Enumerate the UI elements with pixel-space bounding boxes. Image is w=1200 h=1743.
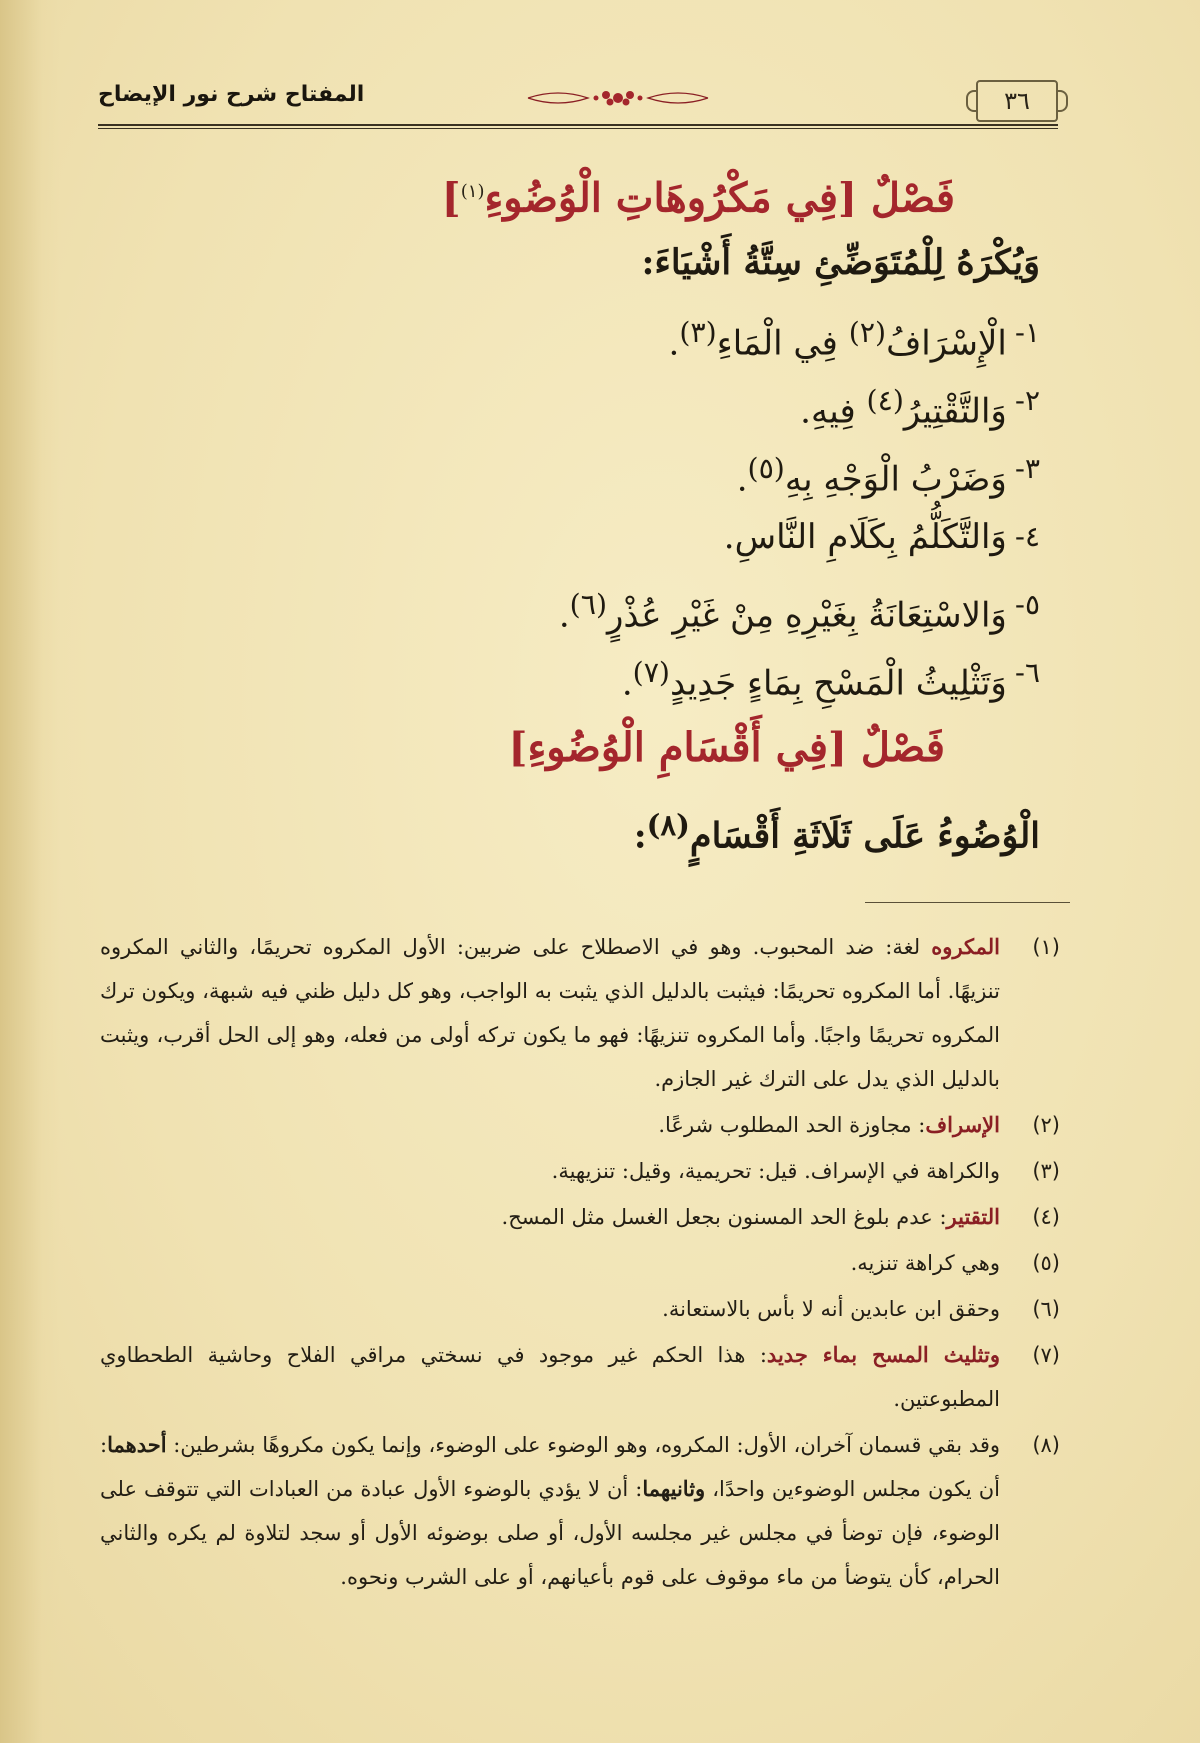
list-item bbox=[180, 504, 1040, 572]
footnote-ref: (٢) bbox=[848, 316, 887, 349]
item-end: . bbox=[736, 459, 748, 500]
item-number: ١- bbox=[1014, 316, 1040, 349]
item-end: . bbox=[800, 391, 811, 432]
footnote-number: (٦) bbox=[1032, 1297, 1060, 1321]
footnote-strong: أحدهما bbox=[107, 1432, 167, 1457]
list-item bbox=[180, 640, 1040, 708]
footnote-strong: وثانيهما bbox=[642, 1476, 706, 1501]
footnote bbox=[100, 1195, 1060, 1239]
item-number: ٤- bbox=[1014, 520, 1040, 553]
item-text: الْإِسْرَافُ bbox=[886, 323, 1007, 364]
header-rule bbox=[98, 124, 1058, 126]
footnote-text: : عدم بلوغ الحد المسنون بجعل الغسل مثل المسح. bbox=[501, 1205, 947, 1229]
item-end: . bbox=[621, 663, 633, 704]
intro-text: الْوُضُوءُ عَلَى ثَلَاثَةِ أَقْسَامٍ bbox=[689, 815, 1040, 857]
item-number: ٢- bbox=[1014, 384, 1040, 417]
intro-end: : bbox=[633, 815, 647, 857]
footnote-text: وهي كراهة تنزيه. bbox=[850, 1251, 1000, 1275]
footnote-text: والكراهة في الإسراف. قيل: تحريمية، وقيل: تنزيهية. bbox=[551, 1159, 1000, 1183]
item-text: وَالتَّكَلُّمُ بِكَلَامِ النَّاسِ bbox=[734, 517, 1007, 557]
footnote-number: (٣) bbox=[1032, 1159, 1060, 1183]
item-text: وَالتَّقْتِيرُ bbox=[903, 391, 1007, 432]
footnote-number: (٢) bbox=[1032, 1113, 1060, 1137]
item-text: وَضَرْبُ الْوَجْهِ بِهِ bbox=[784, 459, 1007, 500]
item-number: ٥- bbox=[1014, 588, 1040, 621]
list-item bbox=[180, 368, 1040, 436]
section-intro bbox=[180, 792, 1040, 862]
footnote-ref: (٣) bbox=[679, 316, 717, 349]
footnote-ref: (٧) bbox=[632, 656, 670, 689]
list-item bbox=[180, 436, 1040, 504]
footnote-number: (٧) bbox=[1032, 1343, 1060, 1367]
item-end: . bbox=[668, 323, 680, 364]
item-end: . bbox=[723, 517, 735, 557]
section-intro: وَيُكْرَهُ لِلْمُتَوَضِّئِ سِتَّةُ أَشْيَاءَ: bbox=[641, 242, 1040, 283]
footnote-text: : أن يكون مجلس الوضوءين واحدًا، bbox=[100, 1433, 1001, 1501]
item-text: وَالاسْتِعَانَةُ بِغَيْرِهِ مِنْ غَيْرِ عُذْرٍ bbox=[607, 595, 1007, 636]
item-text-cont: فِيهِ bbox=[810, 391, 867, 432]
running-title: المفتاح شرح نور الإيضاح bbox=[98, 82, 365, 107]
footnote-ref: (٥) bbox=[747, 452, 785, 485]
footnotes bbox=[100, 925, 1060, 1601]
item-number: ٦- bbox=[1014, 656, 1040, 689]
footnote-number: (١) bbox=[1032, 935, 1060, 959]
footnote bbox=[100, 1241, 1060, 1285]
footnote-number: (٥) bbox=[1032, 1251, 1060, 1275]
heading-prefix: فَصْلٌ bbox=[860, 724, 945, 771]
footnote-number: (٨) bbox=[1032, 1433, 1060, 1457]
page-spine-shadow bbox=[0, 0, 60, 1743]
header-rule-thin bbox=[98, 128, 1058, 129]
section-heading-makruhat bbox=[180, 160, 955, 230]
footnote-divider bbox=[865, 902, 1070, 903]
list-item bbox=[180, 572, 1040, 640]
main-text bbox=[180, 160, 1040, 862]
page-number: ٣٦ bbox=[976, 80, 1058, 122]
footnote-term: الإسراف bbox=[925, 1112, 1000, 1137]
floral-ornament-icon bbox=[518, 86, 718, 110]
section-heading-aqsam bbox=[180, 716, 945, 786]
footnote bbox=[100, 1103, 1060, 1147]
footnote-term: التقتير bbox=[946, 1204, 1000, 1229]
footnote-text: : مجاوزة الحد المطلوب شرعًا. bbox=[658, 1113, 926, 1137]
footnote-text: لغة: ضد المحبوب. وهو في الاصطلاح على ضربين: الأول المكروه تحريمًا، والثاني المكروه تنزيهًا. أما المكروه تحريمًا: فيثبت بالدليل الذي يثبت به الواجب، وهو كل دليل ظني فيه شبهة، ويكون ترك المكروه تحريمًا واجبًا. وأما المكروه تنزيهًا: فهو ما يكون تركه أولى من فعله، وهو إلى الحل أقرب، ويثبت بالدليل الذي يدل على الترك غير الجازم. bbox=[100, 935, 1000, 1091]
heading-prefix: فَصْلٌ bbox=[870, 174, 955, 222]
page-header bbox=[98, 78, 1058, 128]
footnote bbox=[100, 1149, 1060, 1193]
item-text-cont: فِي الْمَاءِ bbox=[716, 323, 849, 364]
footnote-text: وقد بقي قسمان آخران، الأول: المكروه، وهو الوضوء على الوضوء، وإنما يكون مكروهًا بشرطين: bbox=[166, 1433, 1000, 1457]
footnote-ref: (١) bbox=[460, 181, 485, 202]
footnote bbox=[100, 1423, 1060, 1599]
footnote-ref: (٦) bbox=[569, 588, 607, 621]
heading-bracket-text: [فِي مَكْرُوهَاتِ الْوُضُوءِ bbox=[484, 174, 857, 222]
footnote-number: (٤) bbox=[1032, 1205, 1060, 1229]
footnote-term: المكروه bbox=[931, 934, 1000, 959]
footnote-ref: (٨) bbox=[646, 808, 690, 842]
item-end: . bbox=[558, 595, 570, 636]
footnote bbox=[100, 925, 1060, 1101]
footnote bbox=[100, 1287, 1060, 1331]
footnote-ref: (٤) bbox=[866, 384, 904, 417]
item-text: وَتَثْلِيثُ الْمَسْحِ بِمَاءٍ جَدِيدٍ bbox=[669, 663, 1007, 704]
footnote-term: وتثليث المسح بماء جديد bbox=[766, 1342, 1000, 1367]
footnote-text: : أن لا يؤدي بالوضوء الأول عبادة من العبادات التي تتوقف على الوضوء، فإن توضأ في مجلس غير مجلسه الأول، أو صلى بوضوئه الأول أو سجد لتلاوة لم يكره والثاني الحرام، كأن يتوضأ من ماء موقوف على قوم بأعيانهم، أو على الشرب ونحوه. bbox=[100, 1477, 1000, 1589]
heading-bracket-close: ] bbox=[441, 174, 461, 222]
footnote-text: : هذا الحكم غير موجود في نسختي مراقي الفلاح وحاشية الطحطاوي المطبوعتين. bbox=[100, 1343, 1000, 1411]
heading-bracket-text: [فِي أَقْسَامِ الْوُضُوءِ] bbox=[508, 724, 847, 771]
footnote-text: وحقق ابن عابدين أنه لا بأس بالاستعانة. bbox=[662, 1297, 1000, 1321]
item-number: ٣- bbox=[1014, 452, 1040, 485]
list-item bbox=[180, 300, 1040, 368]
footnote bbox=[100, 1333, 1060, 1421]
